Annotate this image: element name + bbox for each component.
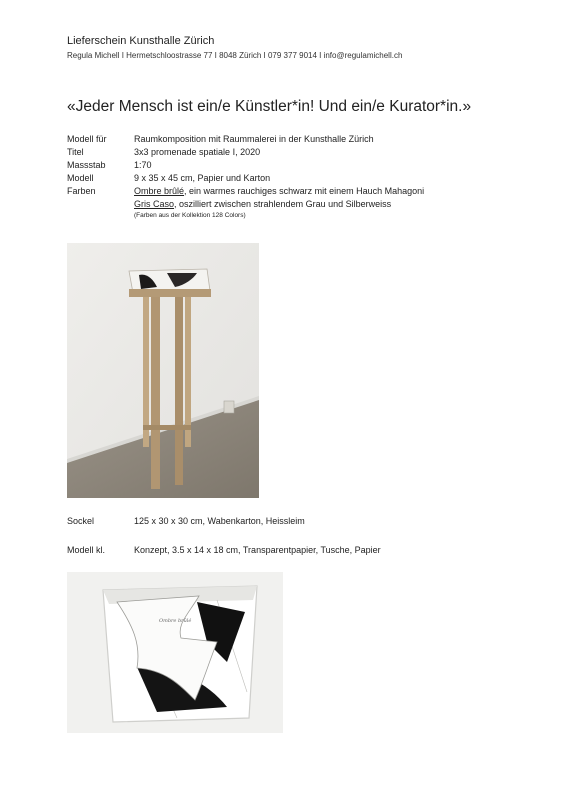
document-title: Lieferschein Kunsthalle Zürich [67, 35, 215, 47]
pedestal-leg [143, 297, 149, 447]
top-rim [129, 289, 211, 297]
contact-line: Regula Michell I Hermetschloostrasse 77 I 8048 Zürich I 079 377 9014 I info@regulamichell.ch [67, 51, 403, 60]
color-collection-note: (Farben aus der Kollektion 128 Colors) [134, 212, 246, 219]
details-table [67, 133, 424, 221]
color-desc-ombre: , ein warmes rauchiges schwarz mit einem Hauch Mahagoni [184, 186, 425, 196]
model-signature: Ombre brûlé [159, 618, 192, 624]
wall-socket [224, 401, 234, 413]
detail-label: Massstab [67, 160, 106, 170]
color-name-ombre: Ombre brûlé [134, 186, 185, 196]
detail-row-modell-fuer [67, 133, 424, 146]
pedestal-photo [67, 243, 259, 498]
detail-label: Modell [67, 173, 94, 183]
pedestal-crossbar [143, 425, 191, 430]
sockel-label: Sockel [67, 516, 95, 526]
detail-label: Farben [67, 186, 96, 196]
motto-heading: «Jeder Mensch ist ein/e Künstler*in! Und ein/e Kurator*in.» [67, 98, 472, 115]
detail-row-note [67, 211, 424, 221]
detail-row-modell [67, 172, 424, 185]
pedestal-leg [185, 297, 191, 447]
detail-value: 1:70 [134, 160, 152, 170]
color-desc-gris: , oszilliert zwischen strahlendem Grau und Silberweiss [174, 199, 392, 209]
detail-label: Titel [67, 147, 84, 157]
detail-value: Raumkomposition mit Raummalerei in der Kunsthalle Zürich [134, 134, 374, 144]
detail-row-farben [67, 185, 424, 198]
modell-kl-value: Konzept, 3.5 x 14 x 18 cm, Transparentpapier, Tusche, Papier [134, 545, 381, 555]
detail-row-massstab [67, 159, 424, 172]
detail-value: 9 x 35 x 45 cm, Papier und Karton [134, 173, 271, 183]
detail-label: Modell für [67, 134, 107, 144]
small-model-photo [67, 572, 283, 733]
detail-value [134, 185, 424, 198]
modell-kl-row [67, 545, 381, 555]
detail-row-titel [67, 146, 424, 159]
modell-kl-label: Modell kl. [67, 545, 106, 555]
detail-row-farben-2 [67, 198, 424, 211]
color-name-gris: Gris Caso [134, 199, 175, 209]
pedestal-photo-drawing [67, 243, 259, 498]
detail-value [134, 198, 391, 211]
pedestal-leg [151, 297, 160, 489]
detail-value: 3x3 promenade spatiale I, 2020 [134, 147, 261, 157]
sockel-row [67, 516, 305, 526]
sockel-value: 125 x 30 x 30 cm, Wabenkarton, Heissleim [134, 516, 305, 526]
small-model-photo-drawing [67, 572, 283, 733]
pedestal-leg [175, 297, 183, 485]
